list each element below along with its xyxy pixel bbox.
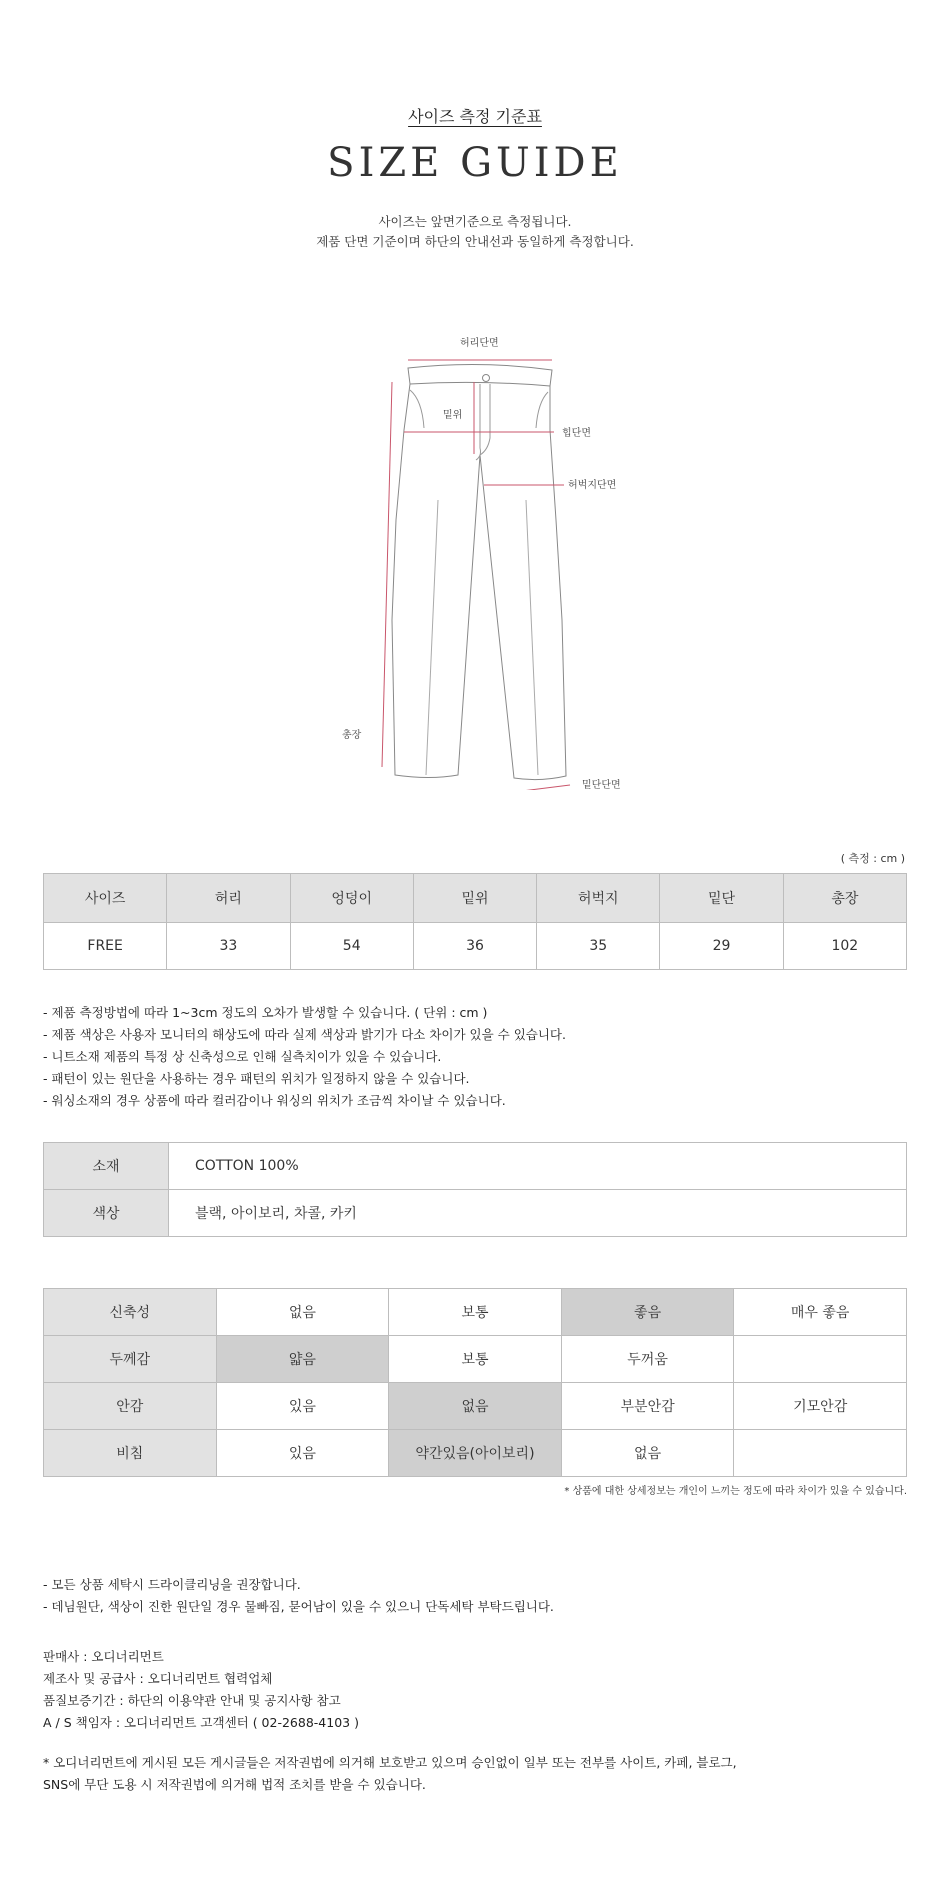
pants-right-pocket <box>536 392 548 428</box>
lining-option: 있음 <box>216 1383 389 1430</box>
note-line: - 니트소재 제품의 특정 상 신축성으로 인해 실측치이가 있을 수 있습니다. <box>43 1049 442 1064</box>
pants-measurement-diagram <box>300 320 660 790</box>
stretch-label: 신축성 <box>44 1289 217 1336</box>
size-table-header: 사이즈 <box>44 874 167 923</box>
measurement-notes <box>43 1002 566 1112</box>
lining-option: 부분안감 <box>561 1383 734 1430</box>
size-cell: 102 <box>783 923 906 970</box>
lining-option: 기모안감 <box>734 1383 907 1430</box>
pants-fly <box>476 384 481 460</box>
note-line: - 제품 측정방법에 따라 1~3cm 정도의 오차가 발생할 수 있습니다. ( 단위 : cm ) <box>43 1005 488 1020</box>
size-cell: 54 <box>290 923 413 970</box>
hem-measure-line <box>514 785 570 790</box>
stretch-option: 없음 <box>216 1289 389 1336</box>
lining-option-selected: 없음 <box>389 1383 562 1430</box>
pants-illustration <box>300 320 660 790</box>
pants-left-crease <box>426 500 438 775</box>
sheerness-option: 없음 <box>561 1430 734 1477</box>
stretch-option-selected: 좋음 <box>561 1289 734 1336</box>
size-table-header: 밑단 <box>660 874 783 923</box>
thickness-option: 보통 <box>389 1336 562 1383</box>
size-cell: 36 <box>413 923 536 970</box>
size-guide-title: SIZE GUIDE <box>327 140 623 186</box>
thickness-option: 두꺼움 <box>561 1336 734 1383</box>
unit-note: ( 측정 : cm ) <box>840 852 905 865</box>
size-table-header-row <box>44 874 907 923</box>
seller-info-line: 제조사 및 공급사 : 오디너리먼트 협력업체 <box>43 1671 273 1686</box>
length-label: 총장 <box>342 730 362 741</box>
sheerness-option: 있음 <box>216 1430 389 1477</box>
note-line: - 패턴이 있는 원단을 사용하는 경우 패턴의 위치가 일정하지 않을 수 있습니다. <box>43 1071 470 1086</box>
intro-line: 사이즈는 앞면기준으로 측정됩니다. <box>378 214 572 229</box>
intro-text <box>0 212 950 252</box>
size-table-header: 허리 <box>167 874 290 923</box>
hem-label: 밑단단면 <box>582 780 621 790</box>
table-row <box>44 1336 907 1383</box>
copyright-notice <box>43 1752 737 1796</box>
seller-info-line: A / S 책임자 : 오디너리먼트 고객센터 ( 02-2688-4103 ) <box>43 1715 359 1730</box>
fabric-feel-table <box>43 1288 907 1477</box>
table-row <box>44 1430 907 1477</box>
copyright-line: SNS에 무단 도용 시 저작권법에 의거해 법적 조치를 받을 수 있습니다. <box>43 1777 426 1792</box>
pants-outline <box>392 384 566 780</box>
table-row <box>44 1190 907 1237</box>
material-table <box>43 1142 907 1237</box>
care-note-line: - 데님원단, 색상이 진한 원단일 경우 물빠짐, 묻어남이 있을 수 있으니 단독세탁 부탁드립니다. <box>43 1599 554 1614</box>
note-line: - 워싱소재의 경우 상품에 따라 컬러감이나 워싱의 위치가 조금씩 차이날 수 있습니다. <box>43 1093 506 1108</box>
thigh-label: 허벅지단면 <box>568 480 617 491</box>
size-table-header: 총장 <box>783 874 906 923</box>
stretch-option: 보통 <box>389 1289 562 1336</box>
sheerness-label: 비침 <box>44 1430 217 1477</box>
size-cell: 29 <box>660 923 783 970</box>
seller-info-line: 품질보증기간 : 하단의 이용약관 안내 및 공지사항 참고 <box>43 1693 341 1708</box>
thickness-option-selected: 얇음 <box>216 1336 389 1383</box>
fabric-feel-note: * 상품에 대한 상세정보는 개인이 느끼는 정도에 따라 차이가 있을 수 있습니다. <box>564 1486 907 1497</box>
table-row <box>44 1383 907 1430</box>
care-notes <box>43 1574 554 1618</box>
size-table-header: 허벅지 <box>537 874 660 923</box>
pants-fly-stitch <box>480 384 490 455</box>
rise-label: 밑위 <box>443 410 463 421</box>
thickness-label: 두께감 <box>44 1336 217 1383</box>
intro-line: 제품 단면 기준이며 하단의 안내선과 동일하게 측정합니다. <box>316 234 634 249</box>
care-note-line: - 모든 상품 세탁시 드라이클리닝을 권장합니다. <box>43 1577 301 1592</box>
thickness-option <box>734 1336 907 1383</box>
pants-button <box>483 375 490 382</box>
size-cell: FREE <box>44 923 167 970</box>
sheerness-option <box>734 1430 907 1477</box>
stretch-option: 매우 좋음 <box>734 1289 907 1336</box>
hip-label: 힙단면 <box>562 428 591 439</box>
table-row <box>44 1143 907 1190</box>
color-value: 블랙, 아이보리, 차콜, 카키 <box>169 1190 907 1237</box>
material-label: 소재 <box>44 1143 169 1190</box>
seller-info-line: 판매사 : 오디너리먼트 <box>43 1649 164 1664</box>
pants-left-pocket <box>410 390 424 428</box>
length-measure-line <box>382 382 392 767</box>
size-guide-subtitle: 사이즈 측정 기준표 <box>408 107 542 126</box>
table-row <box>44 1289 907 1336</box>
size-table <box>43 873 907 970</box>
lining-label: 안감 <box>44 1383 217 1430</box>
material-value: COTTON 100% <box>169 1143 907 1190</box>
note-line: - 제품 색상은 사용자 모니터의 해상도에 따라 실제 색상과 밝기가 다소 차이가 있을 수 있습니다. <box>43 1027 566 1042</box>
copyright-line: * 오디너리먼트에 게시된 모든 게시글들은 저작권법에 의거해 보호받고 있으며 승인없이 일부 또는 전부를 사이트, 카페, 블로그, <box>43 1755 737 1770</box>
size-table-header: 엉덩이 <box>290 874 413 923</box>
size-cell: 33 <box>167 923 290 970</box>
pants-waistband <box>408 364 552 386</box>
size-table-header: 밑위 <box>413 874 536 923</box>
table-row <box>44 923 907 970</box>
seller-info <box>43 1646 359 1734</box>
color-label: 색상 <box>44 1190 169 1237</box>
size-cell: 35 <box>537 923 660 970</box>
waist-label: 허리단면 <box>460 338 499 349</box>
pants-right-crease <box>526 500 538 775</box>
sheerness-option-selected: 약간있음(아이보리) <box>389 1430 562 1477</box>
